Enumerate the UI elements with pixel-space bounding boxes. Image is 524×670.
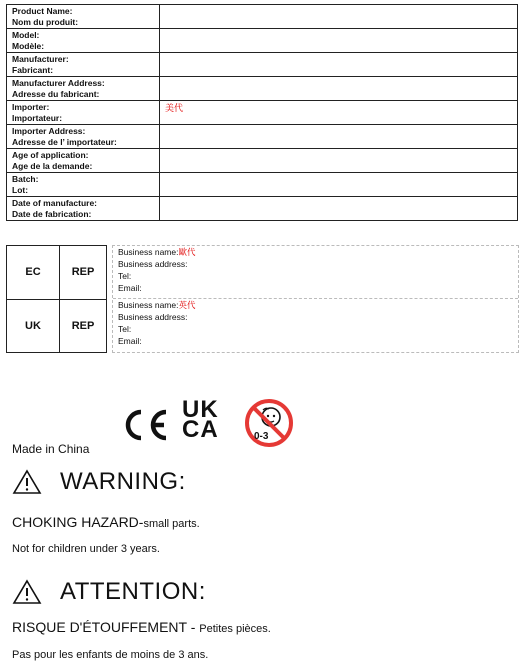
authorized-rep-block <box>6 245 518 353</box>
business-address-label: Business address: <box>118 259 188 269</box>
rep-symbol-grid <box>6 245 107 353</box>
label-en: Product Name: <box>12 5 73 16</box>
ukca-top: UK <box>182 396 219 423</box>
label-fr: Adresse de l’ importateur: <box>12 136 117 147</box>
label-cell <box>7 77 160 101</box>
table-row <box>7 101 518 125</box>
attention-note: Pas pour les enfants de moins de 3 ans. <box>12 649 209 661</box>
email-label: Email: <box>118 283 142 293</box>
ec-label: EC <box>25 266 41 278</box>
table-row <box>7 173 518 197</box>
attention-hazard-line <box>12 619 271 635</box>
business-name-value: 英代 <box>178 300 196 310</box>
label-en: Importer: <box>12 101 50 112</box>
made-in-label: Made in China <box>12 442 90 456</box>
warning-hazard: CHOKING HAZARD- <box>12 514 144 530</box>
label-cell <box>7 53 160 77</box>
value-cell <box>160 53 518 77</box>
warning-note: Not for children under 3 years. <box>12 543 160 555</box>
warning-hazard-line <box>12 514 200 530</box>
table-row <box>7 5 518 29</box>
attention-hazard-detail: Petites pièces. <box>199 623 271 635</box>
label-fr: Fabricant: <box>12 64 54 75</box>
label-en: Manufacturer Address: <box>12 77 105 88</box>
business-name-value: 歐代 <box>178 247 196 257</box>
tel-label: Tel: <box>118 271 132 281</box>
table-row <box>7 149 518 173</box>
tel-label: Tel: <box>118 324 132 334</box>
label-cell <box>7 125 160 149</box>
label-cell <box>7 101 160 125</box>
uk-rep-label: REP <box>71 320 95 332</box>
age-label: 0-3 <box>254 431 269 442</box>
ukca-bottom: CA <box>182 416 219 443</box>
ec-rep-label: REP <box>71 266 95 278</box>
label-cell <box>7 29 160 53</box>
product-info-table <box>6 4 518 221</box>
warning-heading <box>12 468 186 496</box>
label-cell <box>7 5 160 29</box>
table-row <box>7 29 518 53</box>
ec-rep-details <box>113 246 518 299</box>
label-fr: Date de fabrication: <box>12 208 92 219</box>
business-name-label: Business name: <box>118 247 179 257</box>
label-en: Age of application: <box>12 149 89 160</box>
label-en: Importer Address: <box>12 125 86 136</box>
attention-title: ATTENTION: <box>60 578 206 605</box>
email-label: Email: <box>118 336 142 346</box>
value-cell <box>160 149 518 173</box>
value-cell <box>160 29 518 53</box>
label-fr: Modèle: <box>12 40 45 51</box>
table-row <box>7 125 518 149</box>
table-row <box>7 77 518 101</box>
uk-rep-details <box>113 299 518 351</box>
warning-triangle-icon <box>12 469 42 495</box>
business-address-label: Business address: <box>118 312 188 322</box>
ukca-mark-icon <box>182 396 230 443</box>
uk-label: UK <box>25 320 41 332</box>
table-row <box>7 197 518 221</box>
value-cell <box>160 173 518 197</box>
table-row <box>7 53 518 77</box>
label-cell <box>7 197 160 221</box>
label-cell <box>7 149 160 173</box>
rep-details <box>112 245 519 353</box>
attention-heading <box>12 578 206 606</box>
value-cell <box>160 197 518 221</box>
value-cell <box>160 125 518 149</box>
label-en: Batch: <box>12 173 39 184</box>
label-fr: Nom du produit: <box>12 16 79 27</box>
label-fr: Lot: <box>12 184 29 195</box>
label-fr: Adresse du fabricant: <box>12 88 100 99</box>
not-for-under-3-icon <box>244 398 294 448</box>
warning-title: WARNING: <box>60 468 186 495</box>
label-cell <box>7 173 160 197</box>
value-cell <box>160 77 518 101</box>
ce-mark-icon <box>122 408 170 442</box>
value-cell: 美代 <box>160 101 518 125</box>
label-fr: Importateur: <box>12 112 63 123</box>
value-cell <box>160 5 518 29</box>
label-fr: Age de la demande: <box>12 160 93 171</box>
warning-triangle-icon <box>12 579 42 605</box>
label-en: Model: <box>12 29 40 40</box>
label-en: Date of manufacture: <box>12 197 98 208</box>
warning-hazard-detail: small parts. <box>143 518 200 530</box>
business-name-line <box>113 299 518 311</box>
attention-hazard: RISQUE D'ÉTOUFFEMENT - <box>12 619 200 635</box>
business-name-label: Business name: <box>118 300 179 310</box>
label-en: Manufacturer: <box>12 53 69 64</box>
business-name-line <box>113 246 518 258</box>
